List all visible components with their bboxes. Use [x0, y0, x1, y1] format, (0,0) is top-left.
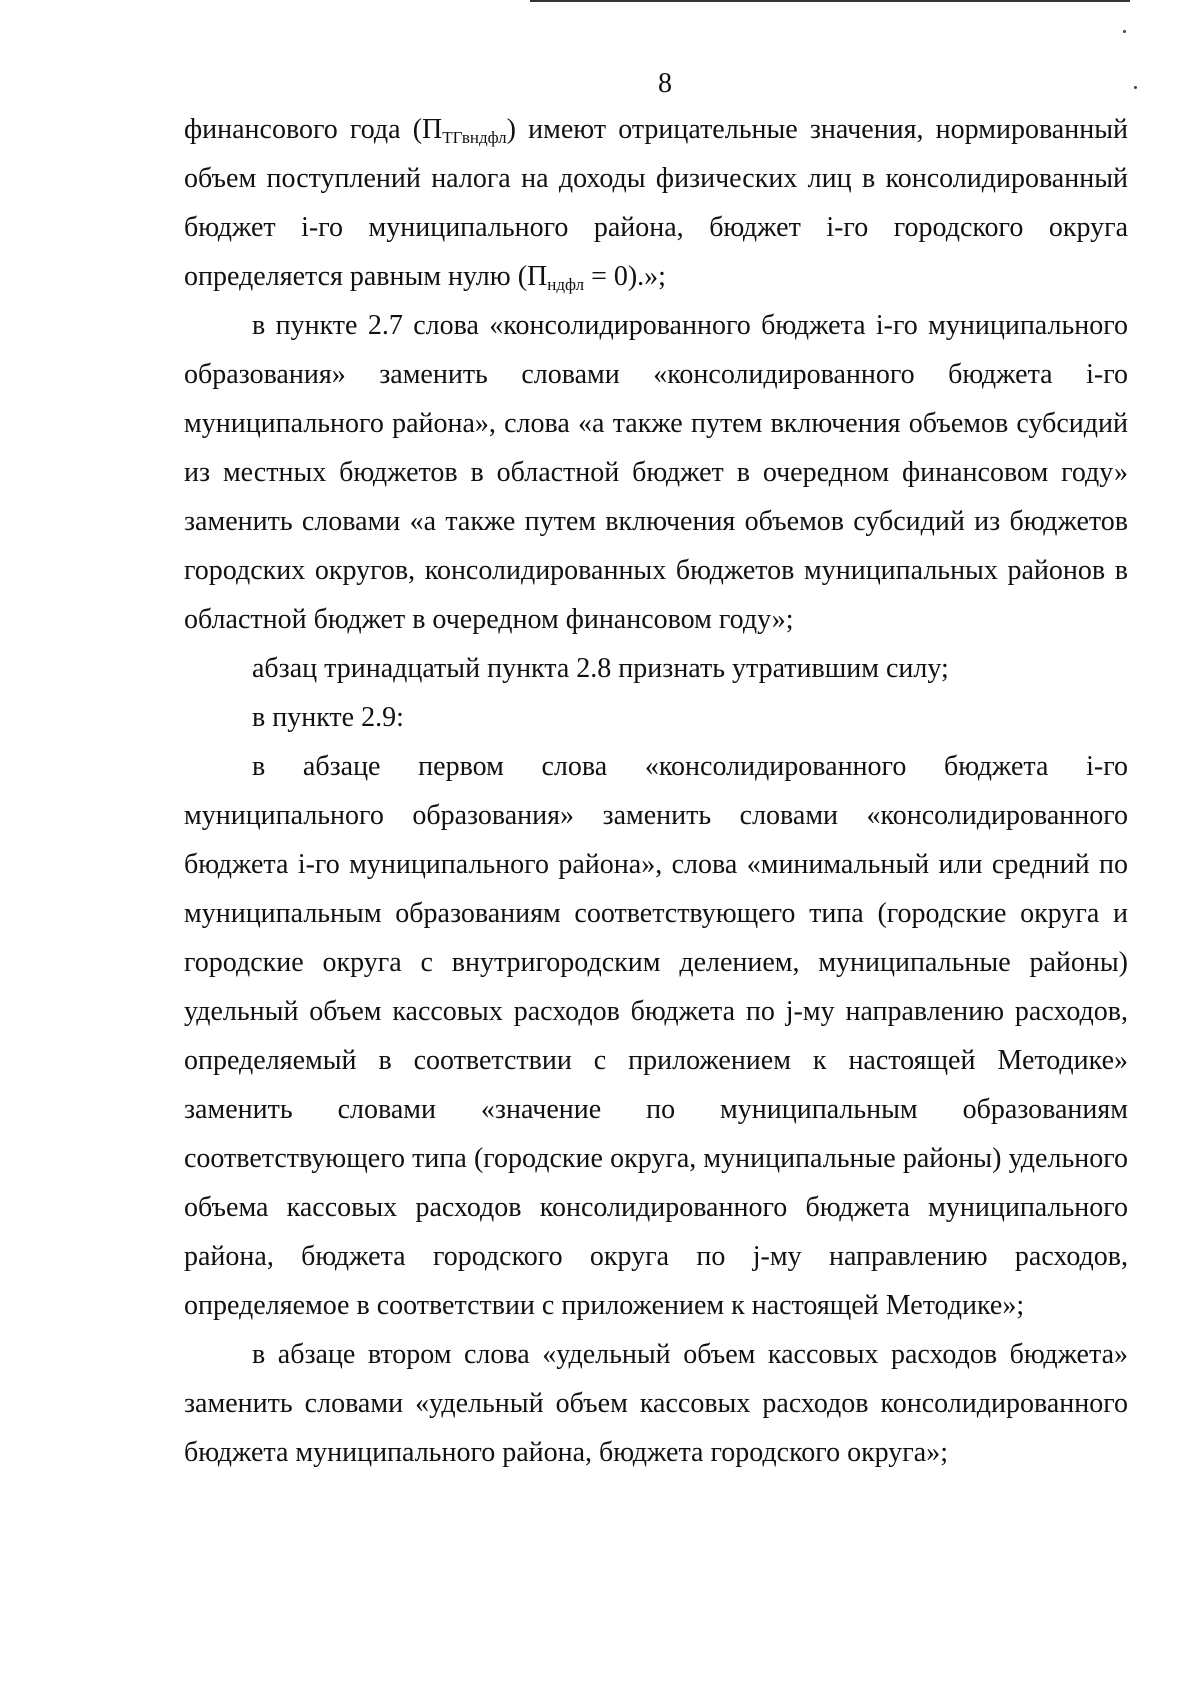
page-number: 8	[658, 68, 672, 99]
document-body	[184, 105, 1128, 1477]
scan-speck	[1123, 30, 1126, 33]
paragraph-item-2-9-second: в абзаце втором слова «удельный объем кассовых расходов бюджета» заменить словами «удельный объем кассовых расходов консолидированного бюджета муниципального района, бюджета городского округа»;	[184, 1339, 1128, 1468]
paragraph-item-2-9-first: в абзаце первом слова «консолидированного бюджета i-го муниципального образования» заменить словами «консолидированного бюджета i-го муниципального района», слова «минимальный или средний по муниципальным образованиям соответствующего типа (городские округа и городские округа с внутригородским делением, муниципальные районы) удельный объем кассовых расходов бюджета по j-му направлению расходов, определяемый в соответствии с приложением к настоящей Методике» заменить словами «значение по муниципальным образованиям соответствующего типа (городские округа, муниципальные районы) удельного объема кассовых расходов консолидированного бюджета муниципального района, бюджета городского округа по j-му направлению расходов, определяемое в соответствии с приложением к настоящей Методике»;	[184, 751, 1128, 1321]
scan-top-rule	[530, 0, 1130, 2]
paragraph-text: финансового года (П	[184, 114, 443, 145]
subscript: ндфл	[547, 275, 585, 294]
paragraph-item-2-8: абзац тринадцатый пункта 2.8 признать утратившим силу;	[252, 653, 949, 684]
paragraph-item-2-9-intro: в пункте 2.9:	[252, 702, 404, 733]
paragraph-item-2-7: в пункте 2.7 слова «консолидированного бюджета i-го муниципального образования» заменить словами «консолидированного бюджета i-го муниципального района», слова «а также путем включения объемов субсидий из местных бюджетов в областной бюджет в очередном финансовом году» заменить словами «а также путем включения объемов субсидий из бюджетов городских округов, консолидированных бюджетов муниципальных районов в областной бюджет в очередном финансовом году»;	[184, 310, 1128, 635]
paragraph-text: ) имеют отрицательные значения, нормированный объем поступлений налога на доходы физических лиц в консолидированный бюджет i-го муниципального района, бюджет i-го городского округа определяется равным нулю (П	[184, 114, 1128, 292]
paragraph-text: = 0).»;	[584, 261, 666, 292]
paragraph-continuation	[184, 105, 1128, 301]
subscript: ТГвндфл	[442, 128, 507, 147]
